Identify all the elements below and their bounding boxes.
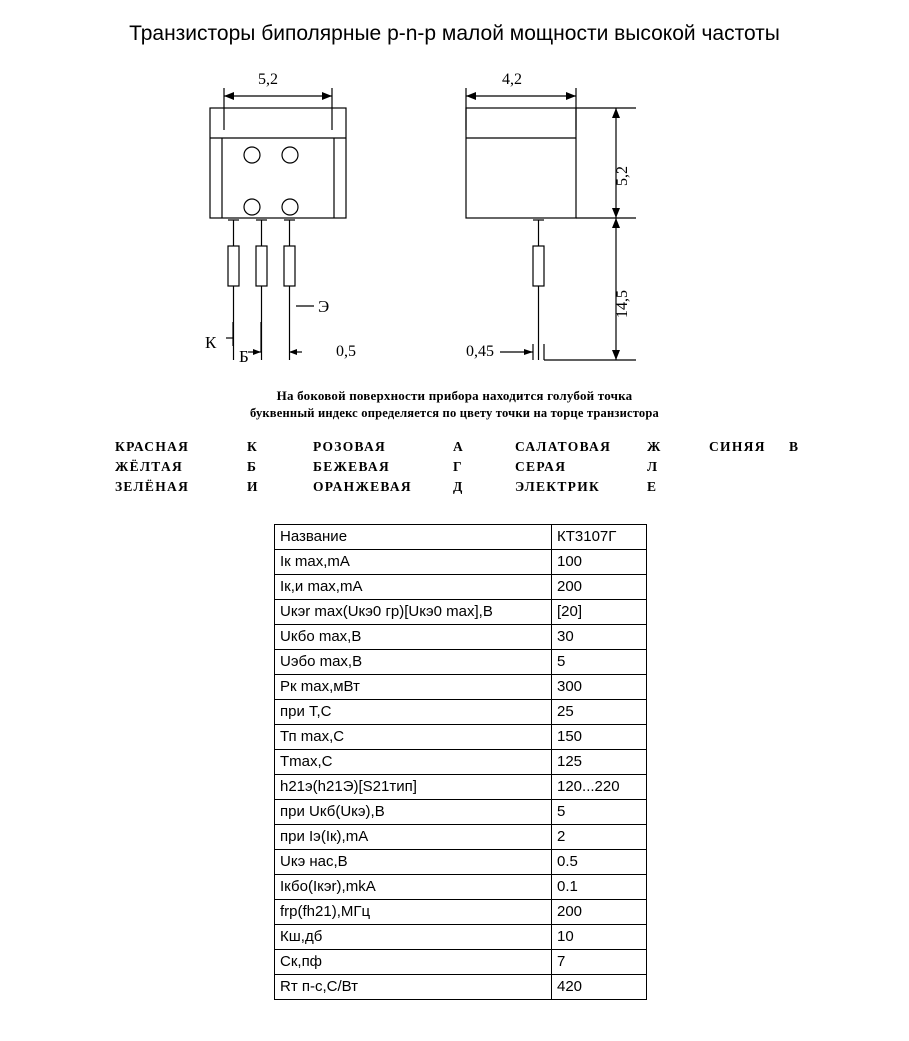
parameter-name: Название (275, 525, 552, 550)
table-row (275, 850, 647, 875)
color-code-row (115, 457, 805, 477)
color-name (709, 457, 789, 477)
color-name: САЛАТОВАЯ (515, 439, 612, 454)
parameter-name: h21э(h21Э)[S21тип] (275, 775, 552, 800)
table-row (275, 900, 647, 925)
table-row (275, 700, 647, 725)
color-code-table (115, 437, 805, 497)
parameter-name: Uкэr max(Uкэ0 гр)[Uкэ0 max],В (275, 600, 552, 625)
parameter-name: при Iэ(Iк),mA (275, 825, 552, 850)
parameters-table (274, 524, 647, 1000)
dim-lead-thickness: 0,45 (466, 343, 494, 360)
table-row (275, 925, 647, 950)
color-name: СИНЯЯ (709, 439, 766, 454)
note-line-1: На боковой поверхности прибора находится голубой точка (276, 388, 633, 403)
parameter-value: 7 (552, 950, 647, 975)
color-letter (789, 477, 805, 497)
table-row (275, 875, 647, 900)
table-row (275, 525, 647, 550)
transistor-drawing (0, 60, 909, 500)
note-line-2: буквенный индекс определяется по цвету точки на торце транзистора (249, 406, 659, 420)
label-emitter: Э (318, 297, 330, 316)
color-letter: В (789, 439, 800, 454)
color-name: КРАСНАЯ (115, 439, 190, 454)
parameter-name: Uкбо max,В (275, 625, 552, 650)
parameter-name: при Т,С (275, 700, 552, 725)
color-name: СЕРАЯ (515, 459, 567, 474)
table-row (275, 650, 647, 675)
parameter-value: КТ3107Г (552, 525, 647, 550)
parameter-name: frp(fh21),МГц (275, 900, 552, 925)
parameter-name: Cк,пф (275, 950, 552, 975)
table-row (275, 625, 647, 650)
color-letter: Л (647, 459, 659, 474)
dim-width-right: 4,2 (502, 71, 522, 88)
color-letter: К (247, 439, 259, 454)
color-name: ОРАНЖЕВАЯ (313, 479, 412, 494)
dim-lead-pitch: 0,5 (336, 343, 356, 360)
table-row (275, 775, 647, 800)
color-code-row (115, 437, 805, 457)
parameter-name: при Uкб(Uкэ),В (275, 800, 552, 825)
label-base: Б (239, 347, 249, 366)
table-row (275, 575, 647, 600)
parameter-name: Кш,дб (275, 925, 552, 950)
dim-width-left: 5,2 (258, 71, 278, 88)
parameter-value: 2 (552, 825, 647, 850)
table-row (275, 800, 647, 825)
parameter-value: 150 (552, 725, 647, 750)
table-row (275, 950, 647, 975)
table-row (275, 725, 647, 750)
parameter-value: [20] (552, 600, 647, 625)
parameter-value: 5 (552, 650, 647, 675)
parameter-name: Uэбо max,В (275, 650, 552, 675)
parameter-value: 300 (552, 675, 647, 700)
parameter-value: 100 (552, 550, 647, 575)
parameter-name: Iк max,mA (275, 550, 552, 575)
parameter-value: 0.5 (552, 850, 647, 875)
color-letter: Г (453, 459, 463, 474)
color-letter: Б (247, 459, 258, 474)
color-letter: Е (647, 479, 658, 494)
table-row (275, 825, 647, 850)
parameter-name: Тmax,С (275, 750, 552, 775)
color-name: ЖЁЛТАЯ (115, 459, 184, 474)
parameter-value: 0.1 (552, 875, 647, 900)
page-title: Транзисторы биполярные p-n-p малой мощности высокой частоты (129, 22, 780, 45)
dim-height-leads: 14,5 (614, 290, 631, 318)
parameter-value: 200 (552, 900, 647, 925)
table-row (275, 550, 647, 575)
color-name: ЗЕЛЁНАЯ (115, 479, 190, 494)
table-row (275, 750, 647, 775)
table-row (275, 600, 647, 625)
parameter-name: Pк max,мВт (275, 675, 552, 700)
parameter-value: 5 (552, 800, 647, 825)
parameter-value: 120...220 (552, 775, 647, 800)
color-code-row (115, 477, 805, 497)
color-letter: А (453, 439, 465, 454)
parameter-name: Iк,и max,mA (275, 575, 552, 600)
parameter-value: 125 (552, 750, 647, 775)
parameter-name: Iкбо(Iкэr),mkA (275, 875, 552, 900)
color-name: ЭЛЕКТРИК (515, 479, 601, 494)
parameter-name: Тп max,С (275, 725, 552, 750)
table-row (275, 675, 647, 700)
label-collector: К (205, 333, 217, 352)
parameter-value: 10 (552, 925, 647, 950)
parameter-value: 200 (552, 575, 647, 600)
parameter-name: Uкэ нас,В (275, 850, 552, 875)
dim-height-body: 5,2 (614, 166, 631, 186)
color-name (709, 477, 789, 497)
parameter-value: 25 (552, 700, 647, 725)
color-name: РОЗОВАЯ (313, 439, 387, 454)
parameter-name: Rт п-с,С/Вт (275, 975, 552, 1000)
table-row (275, 975, 647, 1000)
parameter-value: 420 (552, 975, 647, 1000)
color-letter (789, 457, 805, 477)
color-letter: И (247, 479, 259, 494)
color-letter: Ж (647, 439, 662, 454)
parameter-value: 30 (552, 625, 647, 650)
color-letter: Д (453, 479, 464, 494)
color-name: БЕЖЕВАЯ (313, 459, 391, 474)
